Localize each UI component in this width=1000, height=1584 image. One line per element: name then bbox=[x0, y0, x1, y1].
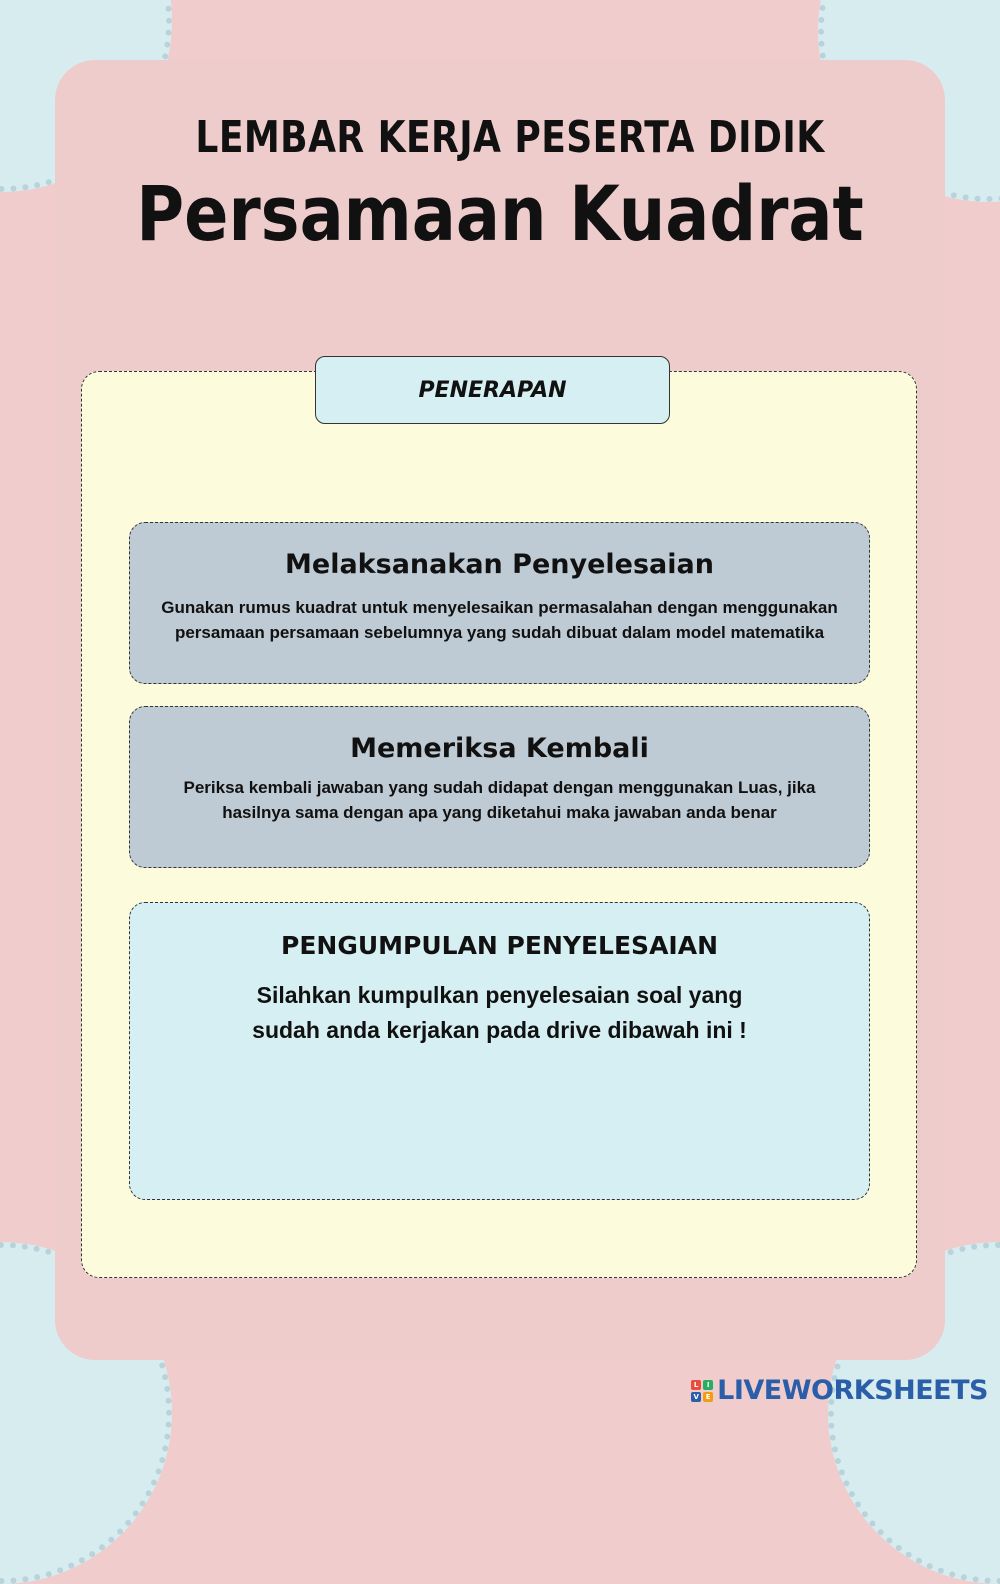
card-body: Periksa kembali jawaban yang sudah didapat dengan menggunakan Luas, jika hasilnya sama dengan apa yang diketahui maka jawaban anda benar bbox=[183, 778, 816, 822]
liveworksheets-brand[interactable] bbox=[691, 1375, 988, 1406]
section-tab bbox=[315, 356, 670, 424]
page-header bbox=[0, 112, 1000, 258]
step-card-review bbox=[129, 706, 870, 868]
card-heading: Melaksanakan Penyelesaian bbox=[285, 549, 714, 580]
card-heading: Memeriksa Kembali bbox=[350, 733, 649, 764]
page-subtitle: LEMBAR KERJA PESERTA DIDIK bbox=[195, 112, 825, 163]
section-tab-label: PENERAPAN bbox=[418, 377, 567, 403]
card-heading: PENGUMPULAN PENYELESAIAN bbox=[281, 931, 718, 960]
card-body: Gunakan rumus kuadrat untuk menyelesaikan permasalahan dengan menggunakan persamaan persamaan sebelumnya yang sudah dibuat dalam model matematika bbox=[161, 598, 838, 642]
submission-card bbox=[129, 902, 870, 1200]
card-body: Silahkan kumpulkan penyelesaian soal yang sudah anda kerjakan pada drive dibawah ini ! bbox=[252, 982, 747, 1043]
page-title: Persamaan Kuadrat bbox=[136, 169, 864, 258]
liveworksheets-logo-icon: L I V E bbox=[691, 1380, 713, 1402]
step-card-execute bbox=[129, 522, 870, 684]
brand-text: LIVEWORKSHEETS bbox=[717, 1375, 988, 1406]
